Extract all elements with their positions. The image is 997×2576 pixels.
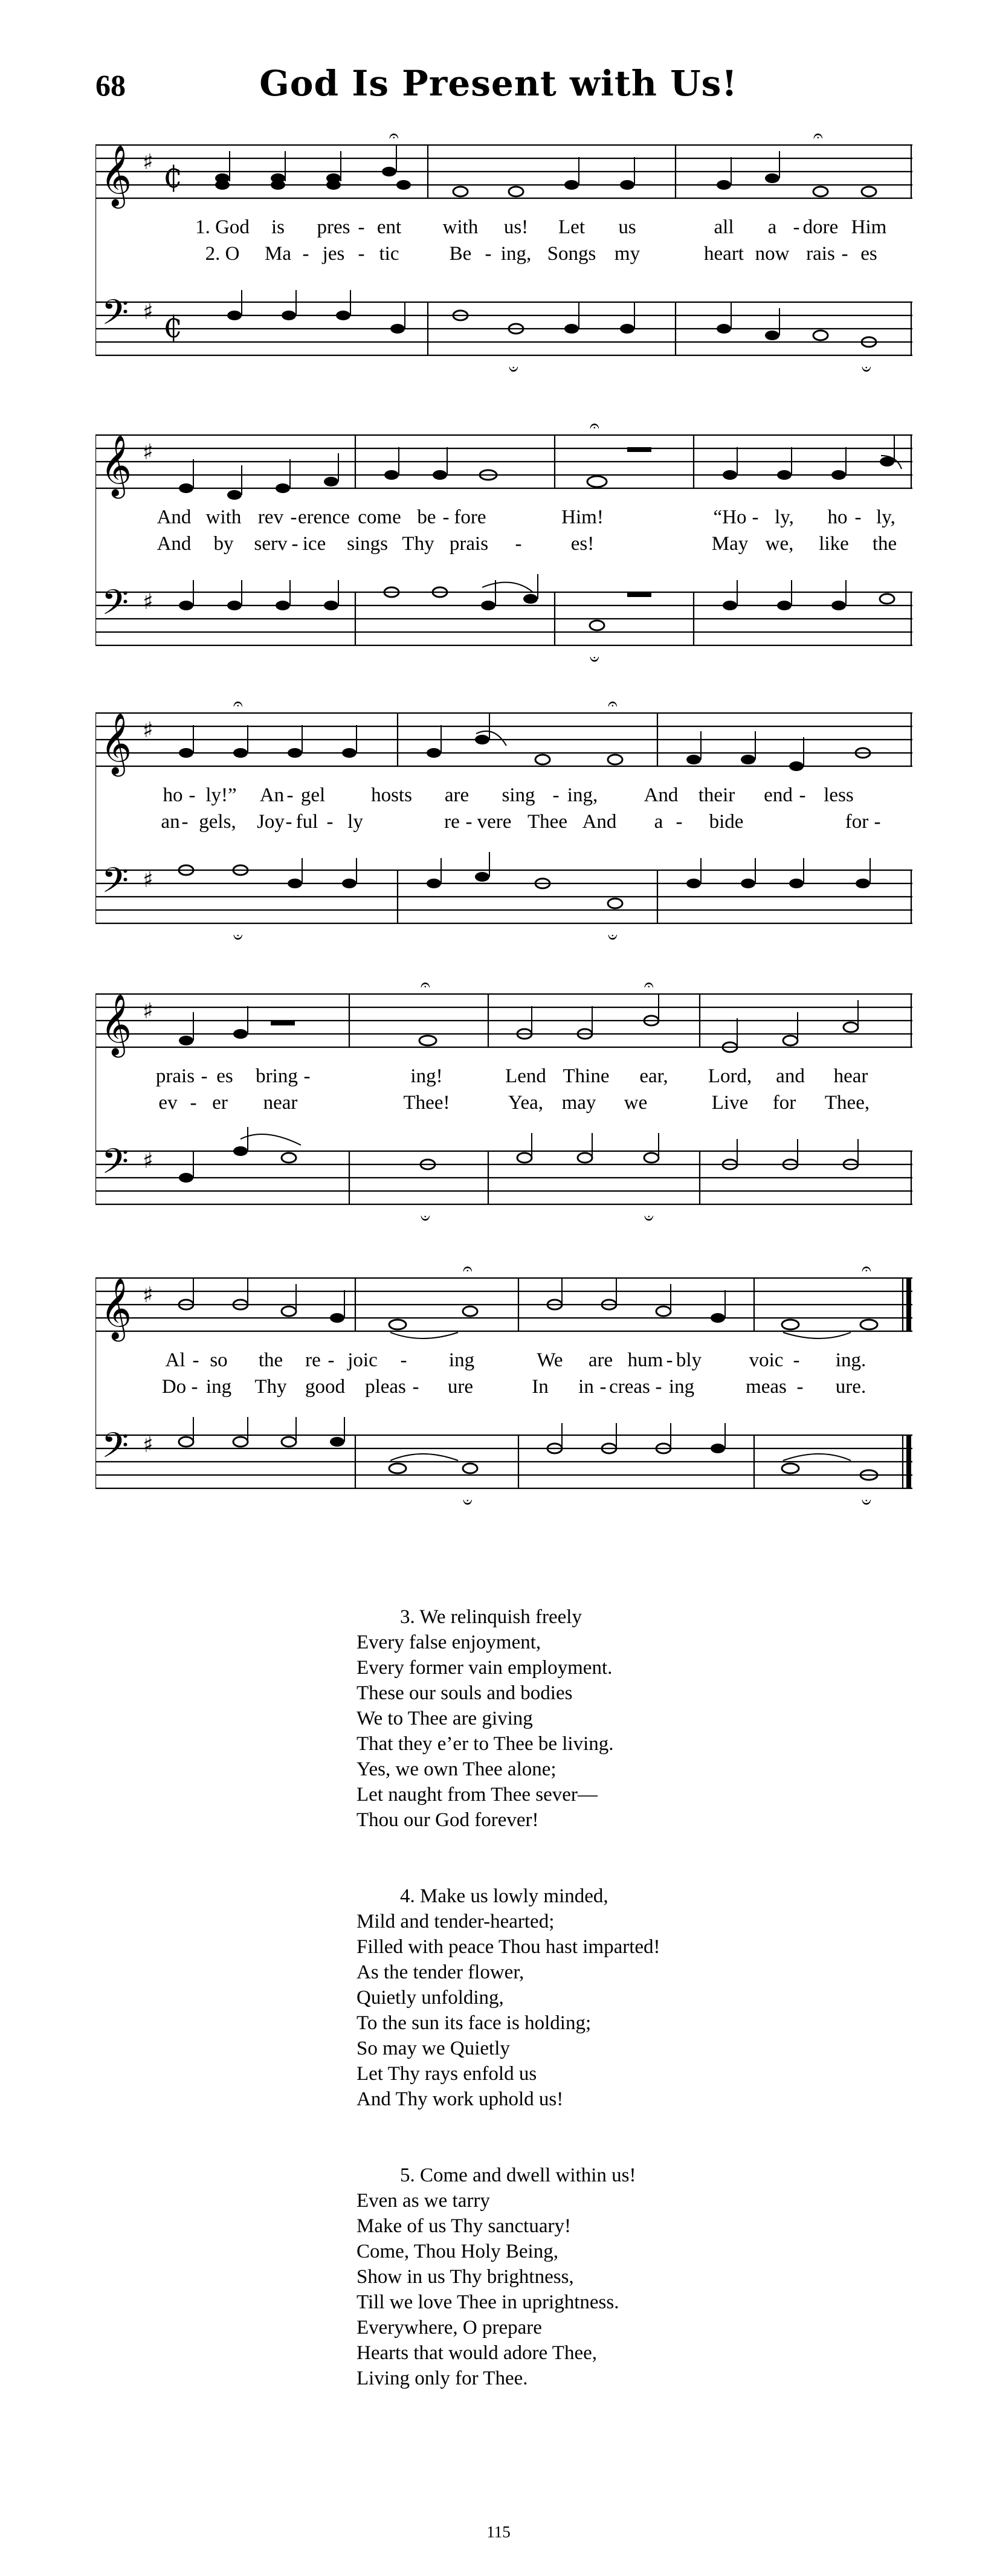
lyric-hyphen: - bbox=[191, 1376, 198, 1398]
lyric-syllable: ure. bbox=[835, 1376, 866, 1398]
svg-text:♯: ♯ bbox=[143, 999, 153, 1024]
lyric-syllable: rais bbox=[806, 243, 835, 265]
lyric-hyphen: - bbox=[793, 216, 800, 238]
lyric-syllable: Do bbox=[161, 1376, 187, 1398]
lyrics-verse-1 bbox=[95, 216, 912, 240]
lyric-syllable: ear, bbox=[639, 1065, 668, 1087]
verse-line: Show in us Thy brightness, bbox=[357, 2266, 574, 2288]
lyric-hyphen: - bbox=[874, 811, 881, 833]
lyric-syllable: for bbox=[772, 1092, 796, 1114]
svg-text:♯: ♯ bbox=[143, 150, 153, 175]
lyric-hyphen: - bbox=[192, 1349, 199, 1371]
lyric-hyphen: - bbox=[358, 243, 365, 265]
verse-4 bbox=[357, 1884, 840, 2112]
lyric-syllable: tic bbox=[379, 243, 399, 265]
lyric-syllable: sing bbox=[502, 784, 535, 806]
lyric-hyphen: - bbox=[485, 243, 492, 265]
lyric-syllable: so bbox=[210, 1349, 228, 1371]
lyric-syllable: Thine bbox=[563, 1065, 610, 1087]
lyric-syllable: es! bbox=[570, 533, 595, 555]
lyric-syllable: us! bbox=[503, 216, 529, 238]
lyric-syllable: An bbox=[259, 784, 285, 806]
lyric-hyphen: - bbox=[358, 216, 365, 238]
svg-text:𝄐: 𝄐 bbox=[862, 1260, 871, 1279]
lyric-syllable: are bbox=[588, 1349, 613, 1371]
svg-text:𝄐: 𝄐 bbox=[389, 127, 399, 146]
verse-line: 3. We relinquish freely bbox=[400, 1606, 582, 1628]
verse-line: So may we Quietly bbox=[357, 2038, 510, 2059]
lyric-syllable: ing. bbox=[835, 1349, 866, 1371]
lyric-syllable: And bbox=[644, 784, 679, 806]
hymn-title: God Is Present with Us! bbox=[259, 63, 738, 104]
additional-verses bbox=[357, 1604, 840, 2442]
lyric-syllable: ho bbox=[163, 784, 183, 806]
verse-line: Filled with peace Thou hast imparted! bbox=[357, 1936, 660, 1958]
svg-text:𝄢: 𝄢 bbox=[102, 292, 129, 341]
lyric-hyphen: - bbox=[515, 533, 522, 555]
lyric-hyphen: - bbox=[799, 784, 806, 806]
lyric-syllable: dore bbox=[802, 216, 839, 238]
lyric-syllable: ice bbox=[302, 533, 326, 555]
lyric-syllable: And bbox=[156, 506, 192, 528]
svg-text:𝄐: 𝄐 bbox=[233, 695, 243, 714]
lyric-syllable: less bbox=[824, 784, 854, 806]
lyric-syllable: “Ho bbox=[713, 506, 747, 528]
verse-line: To the sun its face is holding; bbox=[357, 2012, 592, 2034]
svg-text:𝄢: 𝄢 bbox=[102, 1425, 129, 1474]
lyrics-verse-2 bbox=[95, 1376, 912, 1400]
lyrics-verse-1 bbox=[95, 784, 912, 809]
svg-text:𝄑: 𝄑 bbox=[509, 359, 518, 379]
verse-line: That they e’er to Thee be living. bbox=[357, 1733, 614, 1755]
lyric-syllable: Thee bbox=[528, 811, 567, 833]
lyric-syllable: re bbox=[444, 811, 460, 833]
lyric-syllable: by bbox=[213, 533, 234, 555]
verse-line: Come, Thou Holy Being, bbox=[357, 2241, 558, 2262]
verse-line: Let naught from Thee sever— bbox=[357, 1784, 598, 1806]
lyrics-verse-2 bbox=[95, 1092, 912, 1116]
lyric-syllable: Live bbox=[711, 1092, 749, 1114]
lyric-syllable: ho bbox=[827, 506, 848, 528]
lyric-syllable: and bbox=[776, 1065, 805, 1087]
lyrics-verse-1 bbox=[95, 1349, 912, 1374]
lyric-syllable: be bbox=[417, 506, 436, 528]
lyric-syllable: ing! bbox=[410, 1065, 443, 1087]
lyric-syllable: an bbox=[161, 811, 180, 833]
lyric-syllable: voic bbox=[749, 1349, 784, 1371]
lyric-hyphen: - bbox=[412, 1376, 419, 1398]
lyric-syllable: gel bbox=[300, 784, 326, 806]
lyric-syllable: re bbox=[305, 1349, 321, 1371]
lyric-hyphen: - bbox=[793, 1349, 800, 1371]
lyric-syllable: Ma bbox=[265, 243, 291, 265]
verse-line: 5. Come and dwell within us! bbox=[400, 2164, 636, 2186]
lyric-syllable: bring bbox=[256, 1065, 298, 1087]
lyric-hyphen: - bbox=[666, 1349, 673, 1371]
lyric-hyphen: - bbox=[599, 1376, 607, 1398]
lyrics-verse-1 bbox=[95, 506, 912, 531]
lyric-hyphen: - bbox=[190, 1092, 197, 1114]
lyric-syllable: ev bbox=[158, 1092, 178, 1114]
svg-text:𝄞: 𝄞 bbox=[100, 144, 132, 206]
lyric-syllable: near bbox=[263, 1092, 298, 1114]
svg-text:♯: ♯ bbox=[143, 590, 153, 615]
lyric-hyphen: - bbox=[552, 784, 560, 806]
lyric-syllable: 2. O bbox=[205, 243, 240, 265]
lyrics-verse-2 bbox=[95, 811, 912, 835]
verse-line: 4. Make us lowly minded, bbox=[400, 1885, 608, 1907]
lyric-syllable: may bbox=[561, 1092, 596, 1114]
svg-text:𝄑: 𝄑 bbox=[421, 1208, 430, 1228]
lyric-syllable: ing bbox=[668, 1376, 695, 1398]
verse-line: Thou our God forever! bbox=[357, 1809, 539, 1831]
lyric-syllable: ing, bbox=[500, 243, 532, 265]
svg-text:♯: ♯ bbox=[143, 1149, 153, 1173]
lyric-syllable: In bbox=[532, 1376, 549, 1398]
lyric-syllable: end bbox=[764, 784, 793, 806]
lyric-hyphen: - bbox=[841, 243, 848, 265]
lyric-syllable: Thy bbox=[402, 533, 434, 555]
lyric-hyphen: - bbox=[291, 533, 298, 555]
lyric-syllable: joic bbox=[347, 1349, 378, 1371]
svg-text:𝄐: 𝄐 bbox=[608, 695, 618, 714]
lyric-syllable: pleas bbox=[365, 1376, 406, 1398]
lyric-syllable: jes bbox=[322, 243, 345, 265]
lyric-syllable: with bbox=[205, 506, 242, 528]
lyric-syllable: And bbox=[582, 811, 617, 833]
lyric-syllable: sings bbox=[347, 533, 388, 555]
lyric-syllable: we, bbox=[765, 533, 794, 555]
lyric-syllable: Thee! bbox=[403, 1092, 450, 1114]
lyric-syllable: heart bbox=[704, 243, 744, 265]
verse-line: Let Thy rays enfold us bbox=[357, 2063, 537, 2085]
lyric-syllable: fore bbox=[454, 506, 486, 528]
lyric-hyphen: - bbox=[290, 506, 297, 528]
lyric-syllable: ent bbox=[376, 216, 402, 238]
lyric-syllable: us bbox=[618, 216, 636, 238]
lyric-syllable: erence bbox=[297, 506, 350, 528]
svg-text:𝄐: 𝄐 bbox=[590, 417, 599, 436]
lyric-syllable: a bbox=[767, 216, 777, 238]
lyric-syllable: hear bbox=[833, 1065, 868, 1087]
lyric-hyphen: - bbox=[326, 811, 334, 833]
lyric-syllable: now bbox=[755, 243, 790, 265]
lyric-syllable: er bbox=[212, 1092, 228, 1114]
svg-text:𝄐: 𝄐 bbox=[463, 1260, 473, 1279]
lyric-syllable: And bbox=[156, 533, 192, 555]
lyric-syllable: Al bbox=[165, 1349, 186, 1371]
svg-text:𝄑: 𝄑 bbox=[233, 927, 243, 947]
lyric-syllable: Thy bbox=[254, 1376, 287, 1398]
svg-text:𝄑: 𝄑 bbox=[644, 1208, 654, 1228]
lyric-syllable: Thee, bbox=[824, 1092, 870, 1114]
svg-text:♯: ♯ bbox=[143, 1283, 153, 1308]
lyric-hyphen: - bbox=[327, 1349, 335, 1371]
verse-line: Living only for Thee. bbox=[357, 2368, 528, 2389]
svg-text:♯: ♯ bbox=[143, 1433, 153, 1457]
lyric-syllable: a bbox=[654, 811, 663, 833]
lyric-syllable: Be bbox=[449, 243, 472, 265]
lyrics-verse-2 bbox=[95, 243, 912, 267]
svg-text:𝄞: 𝄞 bbox=[100, 993, 132, 1055]
lyric-hyphen: - bbox=[400, 1349, 407, 1371]
lyric-hyphen: - bbox=[201, 1065, 208, 1087]
lyric-syllable: serv bbox=[254, 533, 288, 555]
lyric-hyphen: - bbox=[189, 784, 196, 806]
lyric-hyphen: - bbox=[285, 811, 292, 833]
lyric-syllable: the bbox=[258, 1349, 283, 1371]
verse-line: Yes, we own Thee alone; bbox=[357, 1758, 557, 1780]
svg-text:₵: ₵ bbox=[163, 309, 182, 344]
svg-text:♯: ♯ bbox=[143, 718, 153, 743]
svg-text:𝄢: 𝄢 bbox=[102, 860, 129, 909]
lyric-syllable: es bbox=[860, 243, 877, 265]
hymn-number: 68 bbox=[95, 68, 126, 102]
lyric-hyphen: - bbox=[655, 1376, 662, 1398]
verse-line: Mild and tender-hearted; bbox=[357, 1911, 555, 1932]
svg-text:𝄞: 𝄞 bbox=[100, 712, 132, 774]
lyric-syllable: the bbox=[872, 533, 897, 555]
verse-5 bbox=[357, 2163, 840, 2391]
verse-line: Till we love Thee in uprightness. bbox=[357, 2291, 619, 2313]
lyric-syllable: Songs bbox=[547, 243, 596, 265]
page-number: 115 bbox=[486, 2523, 511, 2541]
lyric-syllable: bide bbox=[709, 811, 744, 833]
lyric-syllable: ly, bbox=[876, 506, 895, 528]
lyric-syllable: hosts bbox=[371, 784, 412, 806]
lyric-syllable: ly bbox=[347, 811, 363, 833]
lyric-syllable: we bbox=[624, 1092, 648, 1114]
svg-text:𝄐: 𝄐 bbox=[813, 127, 823, 146]
lyric-hyphen: - bbox=[854, 506, 862, 528]
verse-line: Hearts that would adore Thee, bbox=[357, 2342, 597, 2364]
lyric-syllable: 1. God bbox=[195, 216, 250, 238]
lyric-syllable: ly!” bbox=[205, 784, 237, 806]
lyric-syllable: creas bbox=[609, 1376, 650, 1398]
lyric-syllable: ing bbox=[205, 1376, 232, 1398]
lyric-syllable: hum bbox=[627, 1349, 663, 1371]
lyric-hyphen: - bbox=[442, 506, 450, 528]
lyric-syllable: Him! bbox=[561, 506, 604, 528]
svg-text:𝄞: 𝄞 bbox=[100, 434, 132, 496]
verse-line: Everywhere, O prepare bbox=[357, 2317, 542, 2339]
verse-line: Make of us Thy sanctuary! bbox=[357, 2215, 571, 2237]
verse-line: Quietly unfolding, bbox=[357, 1987, 504, 2009]
lyric-syllable: all bbox=[714, 216, 734, 238]
lyric-syllable: bly bbox=[676, 1349, 702, 1371]
lyric-syllable: prais bbox=[449, 533, 489, 555]
lyric-hyphen: - bbox=[303, 1065, 311, 1087]
verse-line: Even as we tarry bbox=[357, 2190, 490, 2212]
verse-line: These our souls and bodies bbox=[357, 1682, 573, 1704]
lyric-hyphen: - bbox=[676, 811, 683, 833]
lyric-syllable: good bbox=[305, 1376, 345, 1398]
lyric-syllable: rev bbox=[257, 506, 284, 528]
verse-line: We to Thee are giving bbox=[357, 1708, 533, 1729]
lyric-syllable: is bbox=[271, 216, 285, 238]
verse-line: Every former vain employment. bbox=[357, 1657, 613, 1679]
lyric-syllable: for bbox=[845, 811, 869, 833]
lyric-syllable: their bbox=[698, 784, 735, 806]
lyric-syllable: ful bbox=[295, 811, 318, 833]
verse-line: Every false enjoyment, bbox=[357, 1632, 541, 1653]
lyric-syllable: Lord, bbox=[708, 1065, 752, 1087]
svg-text:𝄑: 𝄑 bbox=[862, 359, 871, 379]
svg-text:𝄑: 𝄑 bbox=[463, 1492, 473, 1512]
lyric-syllable: Lend bbox=[505, 1065, 546, 1087]
lyric-syllable: meas bbox=[746, 1376, 787, 1398]
lyric-syllable: my bbox=[614, 243, 640, 265]
lyric-syllable: ure bbox=[447, 1376, 474, 1398]
lyric-syllable: pres bbox=[317, 216, 350, 238]
verse-line: And Thy work uphold us! bbox=[357, 2088, 564, 2110]
svg-text:𝄞: 𝄞 bbox=[100, 1277, 132, 1339]
lyric-syllable: with bbox=[442, 216, 479, 238]
svg-text:𝄐: 𝄐 bbox=[644, 976, 654, 995]
lyric-syllable: Him bbox=[851, 216, 887, 238]
svg-text:𝄢: 𝄢 bbox=[102, 1141, 129, 1190]
verse-line: As the tender flower, bbox=[357, 1961, 524, 1983]
lyric-syllable: ing bbox=[448, 1349, 475, 1371]
svg-text:♯: ♯ bbox=[143, 440, 153, 465]
lyric-syllable: May bbox=[711, 533, 749, 555]
svg-text:₵: ₵ bbox=[163, 160, 182, 195]
lyric-syllable: ing, bbox=[567, 784, 598, 806]
lyric-hyphen: - bbox=[302, 243, 309, 265]
lyric-syllable: es bbox=[216, 1065, 233, 1087]
verse-3 bbox=[357, 1604, 840, 1833]
lyric-syllable: prais bbox=[155, 1065, 195, 1087]
lyric-syllable: gels, bbox=[199, 811, 236, 833]
lyric-syllable: Yea, bbox=[508, 1092, 544, 1114]
lyric-syllable: Joy bbox=[257, 811, 285, 833]
lyrics-verse-1 bbox=[95, 1065, 912, 1089]
lyric-syllable: come bbox=[358, 506, 401, 528]
svg-text:𝄑: 𝄑 bbox=[608, 927, 618, 947]
svg-text:𝄢: 𝄢 bbox=[102, 582, 129, 631]
lyric-syllable: vere bbox=[477, 811, 512, 833]
svg-text:♯: ♯ bbox=[143, 868, 153, 893]
lyric-syllable: in bbox=[578, 1376, 594, 1398]
lyric-syllable: like bbox=[819, 533, 849, 555]
svg-text:♯: ♯ bbox=[143, 300, 153, 324]
lyric-syllable: Let bbox=[558, 216, 585, 238]
lyric-syllable: are bbox=[444, 784, 469, 806]
lyric-syllable: We bbox=[537, 1349, 563, 1371]
lyric-hyphen: - bbox=[752, 506, 759, 528]
svg-text:𝄑: 𝄑 bbox=[590, 649, 599, 669]
lyric-syllable: ly, bbox=[775, 506, 794, 528]
lyric-hyphen: - bbox=[796, 1376, 804, 1398]
lyrics-verse-2 bbox=[95, 533, 912, 557]
lyric-hyphen: - bbox=[181, 811, 189, 833]
svg-text:𝄑: 𝄑 bbox=[862, 1492, 871, 1512]
svg-text:𝄐: 𝄐 bbox=[421, 976, 430, 995]
lyric-hyphen: - bbox=[465, 811, 473, 833]
lyric-hyphen: - bbox=[286, 784, 294, 806]
